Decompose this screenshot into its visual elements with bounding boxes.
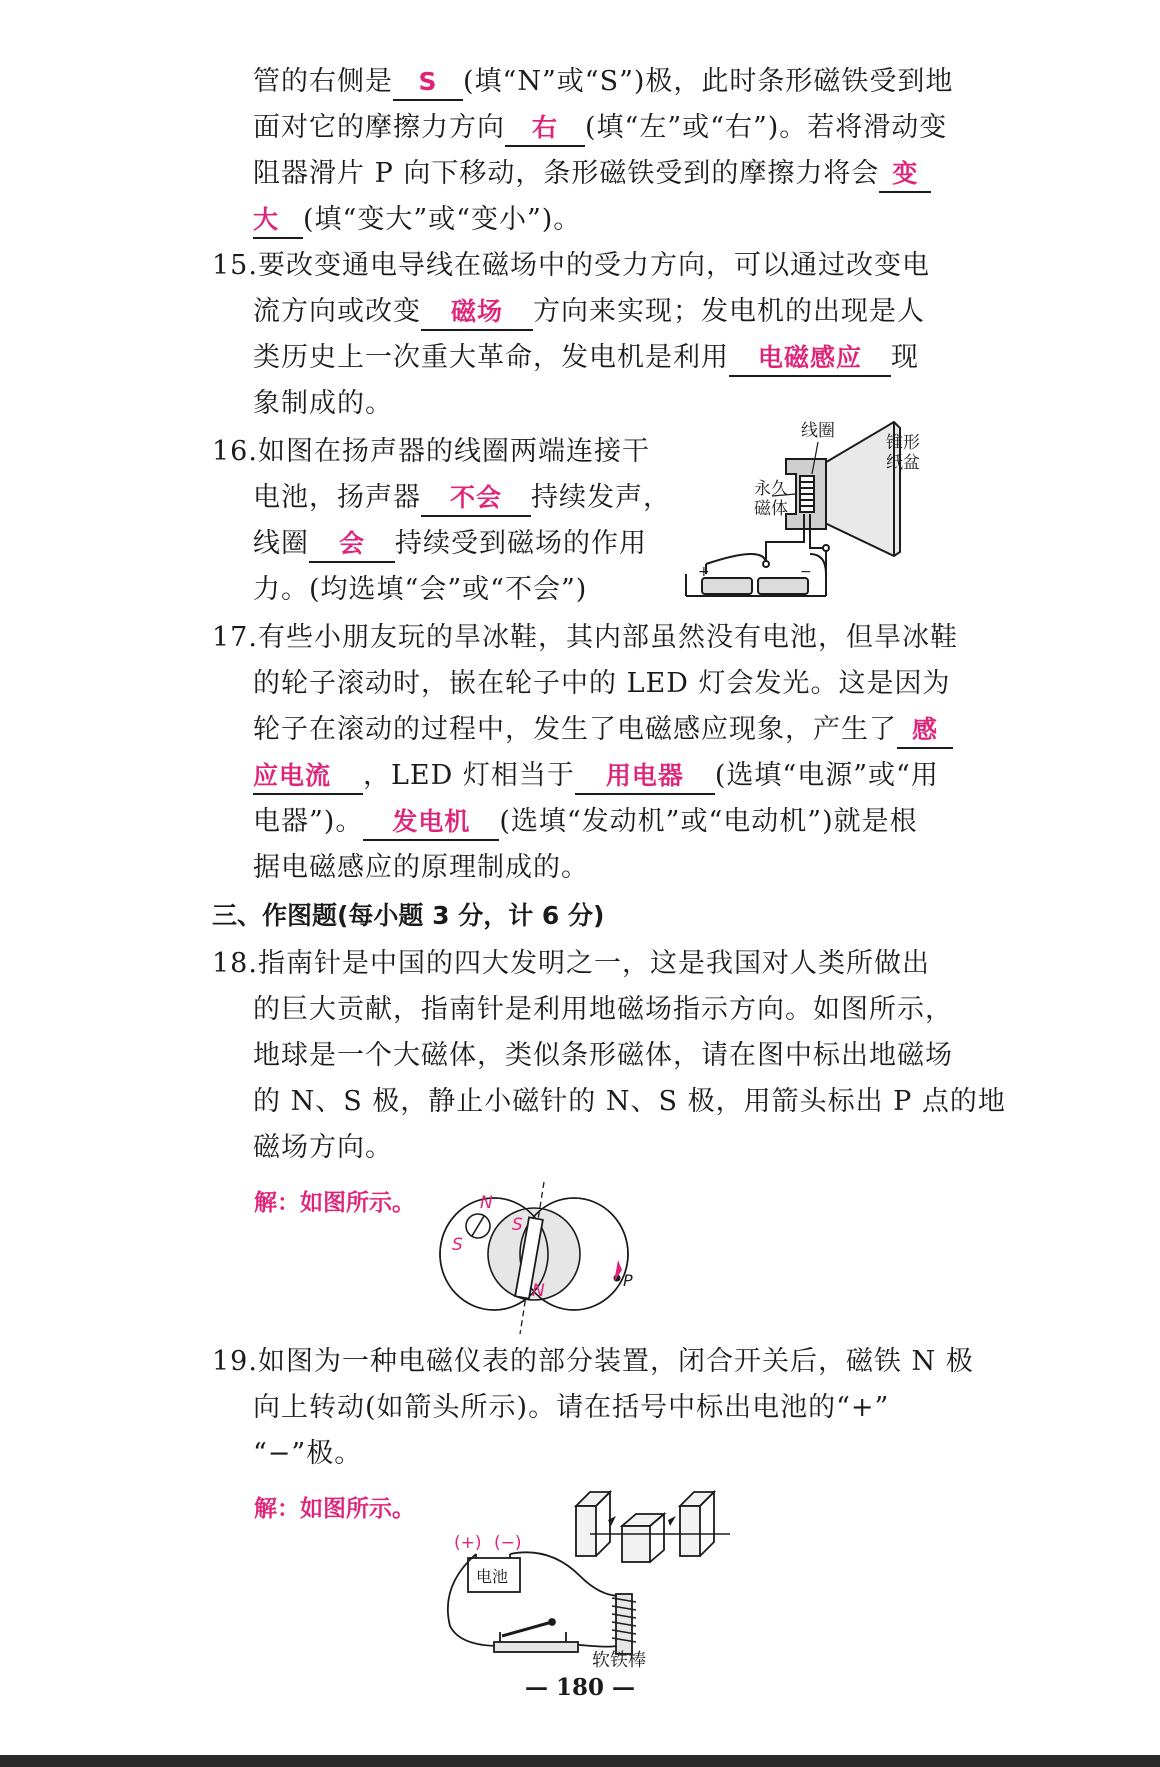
- bottom-bar: [0, 1755, 1160, 1767]
- electromagnetic-meter-figure: [440, 1486, 740, 1668]
- q14-answer-3a: 变: [892, 159, 919, 188]
- q19-line-2: 向上转动(如箭头所示)。请在括号中标出电池的“+”: [253, 1392, 890, 1423]
- needle-n-label: N: [480, 1193, 493, 1213]
- q19-number: 19.: [212, 1346, 258, 1377]
- q14-answer-1: S: [418, 67, 438, 96]
- speaker-circuit-figure: [676, 414, 936, 606]
- q16-line-1: 16.如图在扬声器的线圈两端连接干: [212, 436, 650, 467]
- q14-answer-2: 右: [531, 113, 558, 142]
- q15-line-2: 流方向或改变 磁场 方向来实现；发电机的出现是人: [253, 292, 925, 332]
- q15-answer-1: 磁场: [450, 297, 503, 326]
- label-plus: +: [698, 564, 710, 580]
- q16-line-2: 电池，扬声器 不会 持续发声，: [253, 478, 671, 518]
- battery-label: 电池: [476, 1567, 509, 1586]
- q14-line-1: 管的右侧是 S (填“N”或“S”)极，此时条形磁铁受到地: [253, 62, 953, 102]
- q17-answer-3: 发电机: [392, 807, 471, 836]
- q16-answer-1: 不会: [449, 483, 502, 512]
- needle-s-label: S: [452, 1235, 463, 1255]
- q17-answer-1b: 应电流: [253, 761, 332, 790]
- q18-line-4: 的 N、S 极，静止小磁针的 N、S 极，用箭头标出 P 点的地: [253, 1086, 1006, 1117]
- q15-line-3: 类历史上一次重大革命，发电机是利用 电磁感应 现: [253, 338, 919, 378]
- q16-answer-2: 会: [338, 529, 365, 558]
- q18-line-2: 的巨大贡献，指南针是利用地磁场指示方向。如图所示，: [253, 994, 953, 1025]
- q17-number: 17.: [212, 622, 258, 653]
- label-magnet-2: 磁体: [754, 499, 788, 519]
- q17-line-6: 据电磁感应的原理制成的。: [253, 852, 589, 883]
- q17-line-5: 电器”)。 发电机 (选填“发动机”或“电动机”)就是根: [253, 802, 918, 842]
- q14-answer-3b: 大: [253, 205, 280, 234]
- q17-line-2: 的轮子滚动时，嵌在轮子中的 LED 灯会发光。这是因为: [253, 668, 951, 699]
- q15-line-4: 象制成的。: [253, 388, 393, 419]
- q15-answer-2: 电磁感应: [757, 343, 862, 372]
- label-cone-1: 锥形: [886, 433, 920, 453]
- earth-magnetic-field-figure: [432, 1178, 642, 1338]
- label-coil: 线圈: [801, 421, 835, 441]
- q16-line-3: 线圈 会 持续受到磁场的作用: [253, 524, 647, 564]
- label-minus: −: [800, 564, 812, 580]
- section-heading: 三、作图题(每小题 3 分，计 6 分): [212, 901, 605, 930]
- point-p-label: P: [623, 1271, 633, 1290]
- q18-number: 18.: [212, 948, 258, 979]
- q14-line-4: 大 (填“变大”或“变小”)。: [253, 200, 581, 240]
- q17-line-1: 17.有些小朋友玩的旱冰鞋，其内部虽然没有电池，但旱冰鞋: [212, 622, 958, 653]
- plus-label: (+): [454, 1533, 482, 1553]
- q17-answer-1a: 感: [911, 715, 938, 744]
- minus-label: (−): [494, 1533, 522, 1553]
- q19-line-1: 19.如图为一种电磁仪表的部分装置，闭合开关后，磁铁 N 极: [212, 1346, 974, 1377]
- q17-line-4: 应电流 ，LED 灯相当于 用电器 (选填“电源”或“用: [253, 756, 939, 796]
- page-number: — 180 —: [524, 1674, 636, 1701]
- soft-iron-label: 软铁棒: [592, 1650, 646, 1668]
- q19-solution: 解：如图所示。: [254, 1496, 415, 1522]
- earth-s-label: S: [512, 1215, 523, 1235]
- q14-line-2: 面对它的摩擦力方向 右 (填“左”或“右”)。若将滑动变: [253, 108, 947, 148]
- label-magnet-1: 永久: [754, 479, 788, 499]
- q14-line-3: 阻器滑片 P 向下移动，条形磁铁受到的摩擦力将会 变: [253, 154, 931, 194]
- q19-line-3: “−”极。: [253, 1438, 363, 1469]
- q18-line-1: 18.指南针是中国的四大发明之一，这是我国对人类所做出: [212, 948, 930, 979]
- q17-line-3: 轮子在滚动的过程中，发生了电磁感应现象，产生了 感: [253, 710, 953, 750]
- q15-line-1: 15.要改变通电导线在磁场中的受力方向，可以通过改变电: [212, 250, 930, 281]
- q18-line-5: 磁场方向。: [253, 1132, 393, 1163]
- label-cone-2: 纸盆: [886, 453, 920, 473]
- q18-solution: 解：如图所示。: [254, 1190, 415, 1216]
- q17-answer-2: 用电器: [605, 761, 684, 790]
- q16-line-4: 力。(均选填“会”或“不会”): [253, 574, 588, 605]
- q18-line-3: 地球是一个大磁体，类似条形磁体，请在图中标出地磁场: [253, 1040, 953, 1071]
- earth-n-label: N: [532, 1281, 545, 1301]
- q16-number: 16.: [212, 436, 258, 467]
- q15-number: 15.: [212, 250, 258, 281]
